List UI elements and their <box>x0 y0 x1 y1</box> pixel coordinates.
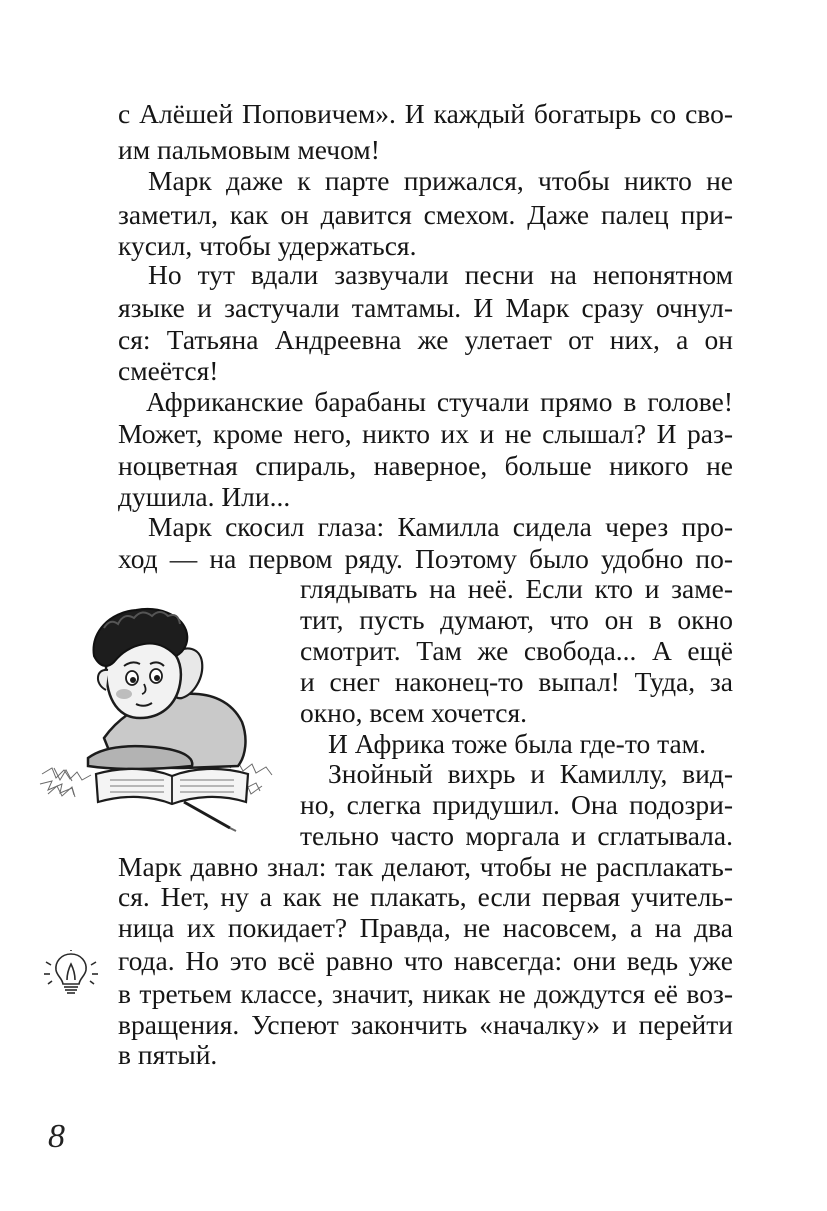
text-line: ся: Татьяна Андреевна же улетает от них, а он <box>118 324 733 355</box>
text-line: Марк скосил глаза: Камилла сидела через про- <box>148 511 733 542</box>
text-line: тельно часто моргала и сглатывала. <box>300 820 733 851</box>
boy-reading-illustration <box>34 598 296 840</box>
text-line: языке и застучали тамтамы. И Марк сразу очнул- <box>118 292 733 323</box>
text-line: года. Но это всё равно что навсегда: они ведь уже <box>118 945 733 976</box>
text-line: Марк давно знал: так делают, чтобы не расплакать- <box>118 851 733 882</box>
text-line: ся. Нет, ну а как не плакать, если первая учитель- <box>118 881 733 912</box>
text-line: смеётся! <box>118 355 219 386</box>
text-line: с Алёшей Поповичем». И каждый богатырь со сво- <box>118 98 733 129</box>
text-line: но, слегка придушил. Она подозри- <box>300 789 733 820</box>
text-line: ноцветная спираль, наверное, больше никого не <box>118 450 733 481</box>
text-line: и снег наконец-то выпал! Туда, за <box>300 666 733 697</box>
text-line: в пятый. <box>118 1039 218 1070</box>
text-line: Но тут вдали зазвучали песни на непонятном <box>148 259 733 290</box>
text-line: Марк даже к парте прижался, чтобы никто не <box>148 165 733 196</box>
text-line: Африканские барабаны стучали прямо в голове! <box>146 386 733 417</box>
text-line: тит, пусть думают, что он в окно <box>300 604 733 635</box>
text-line: ход — на первом ряду. Поэтому было удобно по- <box>118 543 733 574</box>
page-number: 8 <box>48 1118 65 1155</box>
text-line: И Африка тоже была где-то там. <box>328 728 706 759</box>
text-line: кусил, чтобы удержаться. <box>118 230 417 261</box>
lightbulb-icon <box>40 950 102 996</box>
text-line: вращения. Успеют закончить «началку» и перейти <box>118 1009 733 1040</box>
text-line: глядывать на неё. Если кто и заме- <box>300 573 733 604</box>
text-line: Может, кроме него, никто их и не слышал? И раз- <box>118 418 733 449</box>
text-line: смотрит. Там же свобода... А ещё <box>300 635 733 666</box>
text-line: Знойный вихрь и Камиллу, вид- <box>328 758 733 789</box>
text-line: в третьем классе, значит, никак не дождутся её воз- <box>118 978 733 1009</box>
text-line: окно, всем хочется. <box>300 697 528 728</box>
text-line: ница их покидает? Правда, не насовсем, а на два <box>118 912 733 943</box>
text-line: душила. Или... <box>118 481 291 512</box>
text-line: заметил, как он давится смехом. Даже палец при- <box>118 199 733 230</box>
text-line: им пальмовым мечом! <box>118 134 380 165</box>
